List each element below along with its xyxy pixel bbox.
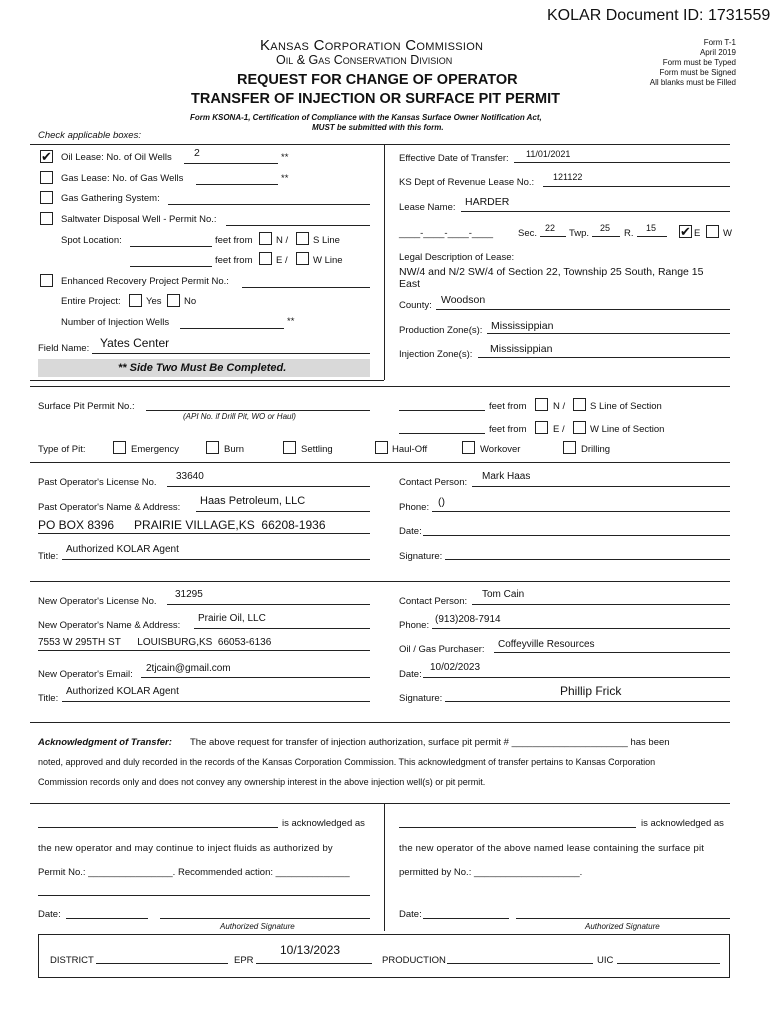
ack-left-name-line[interactable] [38, 827, 278, 828]
new-phone-label: Phone: [399, 620, 430, 631]
past-date-line[interactable] [423, 535, 730, 536]
section-divider [30, 803, 730, 804]
footer-epr-label: EPR [234, 955, 254, 966]
new-license-line [167, 604, 370, 605]
ack-right-name-line[interactable] [399, 827, 636, 828]
ack-text-1: The above request for transfer of injection authorization, surface pit permit # ______________________ has been [190, 737, 670, 748]
past-signature-line[interactable] [445, 559, 730, 560]
api-note: (API No. if Drill Pit, WO or Haul) [183, 412, 296, 421]
injection-zone-line [478, 357, 730, 358]
injection-wells-stars: ** [287, 316, 295, 327]
past-title-value[interactable]: Authorized KOLAR Agent [66, 544, 179, 555]
pit-n-checkbox[interactable] [535, 398, 548, 411]
ack-text-3: Commission records only and does not convey any ownership interest in the above injection well(s) or pit permit. [38, 777, 486, 787]
ack-left-date-label: Date: [38, 909, 61, 920]
footer-district-line[interactable] [96, 963, 228, 964]
past-license-label: Past Operator's License No. [38, 477, 157, 488]
new-name-label: New Operator's Name & Address: [38, 620, 181, 631]
spot-n-label: N / [276, 235, 289, 246]
ack-text-2: noted, approved and duly recorded in the records of the Kansas Corporation Commission. This acknowledgment of transfer pertains to Kansas Corporation [38, 757, 656, 767]
swd-checkbox[interactable] [40, 212, 53, 225]
new-signature-label: Signature: [399, 693, 443, 704]
pit-type-emergency-checkbox[interactable] [113, 441, 126, 454]
past-title-label: Title: [38, 551, 59, 562]
ack-right-new-operator: the new operator of the above named lease containing the surface pit [399, 843, 705, 854]
new-title-value[interactable]: Authorized KOLAR Agent [66, 686, 179, 697]
range-west-checkbox[interactable] [706, 225, 719, 238]
pit-type-workover-label: Workover [480, 444, 521, 455]
oil-lease-checkbox[interactable]: ✔ [41, 149, 52, 164]
legal-description-line-2[interactable]: East [399, 278, 421, 290]
oil-wells-stars: ** [281, 152, 289, 163]
new-title-label: Title: [38, 693, 59, 704]
entire-project-yes-checkbox[interactable] [129, 294, 142, 307]
pit-feet-from-label: feet from [489, 401, 527, 412]
ack-left-is-acknowledged: is acknowledged as [282, 818, 365, 829]
section-divider [30, 462, 730, 463]
ack-right-date-label: Date: [399, 909, 422, 920]
new-email-label: New Operator's Email: [38, 669, 133, 680]
spot-s-checkbox[interactable] [296, 232, 309, 245]
column-divider [384, 803, 385, 931]
pit-s-label: S Line of Section [590, 401, 662, 412]
section-divider [30, 722, 730, 723]
ack-left-new-operator: the new operator and may continue to inject fluids as authorized by [38, 843, 333, 854]
oil-wells-line [184, 163, 278, 164]
spot-w-label: W Line [313, 255, 343, 266]
ack-left-signature-line[interactable] [160, 918, 370, 919]
pit-feet-line-2[interactable] [399, 433, 485, 434]
injection-zone-label: Injection Zone(s): [399, 349, 473, 360]
effective-date-line [514, 162, 730, 163]
gas-lease-label: Gas Lease: No. of Gas Wells [61, 173, 184, 184]
spot-location-line-2[interactable] [130, 266, 212, 267]
pit-type-settling-label: Settling [301, 444, 333, 455]
pit-type-label: Type of Pit: [38, 444, 86, 455]
lease-name-line [461, 211, 730, 212]
past-contact-value[interactable]: Mark Haas [482, 471, 531, 482]
past-signature-label: Signature: [399, 551, 443, 562]
past-address-line [38, 533, 370, 534]
pit-w-checkbox[interactable] [573, 421, 586, 434]
range-label: R. [624, 228, 634, 239]
ack-left-date-line[interactable] [66, 918, 148, 919]
eor-checkbox[interactable] [40, 274, 53, 287]
section-value[interactable]: 22 [545, 223, 556, 233]
new-name-value[interactable]: Prairie Oil, LLC [198, 613, 266, 624]
pit-feet-from-label: feet from [489, 424, 527, 435]
surface-pit-permit-line[interactable] [146, 410, 370, 411]
section-divider [30, 581, 730, 582]
past-phone-value[interactable]: () [438, 496, 445, 508]
range-value[interactable]: 15 [646, 223, 657, 233]
form-title-2: TRANSFER OF INJECTION OR SURFACE PIT PERMIT [191, 91, 560, 107]
past-name-label: Past Operator's Name & Address: [38, 502, 181, 513]
injection-wells-label: Number of Injection Wells [61, 317, 170, 328]
township-label: Twp. [569, 228, 590, 239]
gas-gathering-line[interactable] [168, 204, 370, 205]
ack-right-signature-line[interactable] [516, 918, 730, 919]
production-zone-value[interactable]: Mississippian [491, 320, 554, 332]
side-two-note: ** Side Two Must Be Completed. [118, 362, 287, 374]
form-note-filled: All blanks must be Filled [649, 78, 736, 87]
section-divider [30, 386, 730, 387]
range-line [637, 236, 667, 237]
pit-type-hauloff-checkbox[interactable] [375, 441, 388, 454]
feet-from-label: feet from [215, 255, 253, 266]
past-contact-label: Contact Person: [399, 477, 468, 488]
township-line [592, 236, 620, 237]
lease-name-label: Lease Name: [399, 202, 456, 213]
lease-name-value[interactable]: HARDER [465, 196, 510, 208]
gas-lease-checkbox[interactable] [40, 171, 53, 184]
injection-wells-line[interactable] [180, 328, 284, 329]
effective-date-label: Effective Date of Transfer: [399, 153, 509, 164]
section-divider [30, 380, 384, 381]
pit-e-label: E / [553, 424, 565, 435]
surface-pit-permit-label: Surface Pit Permit No.: [38, 401, 135, 412]
new-license-label: New Operator's License No. [38, 596, 157, 607]
new-contact-value[interactable]: Tom Cain [482, 589, 525, 600]
county-value[interactable]: Woodson [441, 294, 486, 306]
county-label: County: [399, 300, 432, 311]
spot-location-label: Spot Location: [61, 235, 122, 246]
form-date: April 2019 [699, 48, 736, 57]
past-date-label: Date: [399, 526, 422, 537]
spot-e-label: E / [276, 255, 288, 266]
range-west-label: W [723, 228, 732, 239]
new-contact-label: Contact Person: [399, 596, 468, 607]
footer-production-line[interactable] [447, 963, 593, 964]
footer-production-label: PRODUCTION [382, 955, 446, 966]
past-license-line [167, 486, 370, 487]
section-label: Sec. [518, 228, 538, 239]
spot-s-label: S Line [313, 235, 340, 246]
oil-lease-label: Oil Lease: No. of Oil Wells [61, 152, 172, 163]
swd-permit-line[interactable] [226, 225, 370, 226]
pit-type-burn-checkbox[interactable] [206, 441, 219, 454]
pit-n-label: N / [553, 401, 566, 412]
new-contact-line [472, 604, 730, 605]
new-address-value[interactable]: 7553 W 295TH ST LOUISBURG,KS 66053-6136 [38, 637, 272, 648]
ksona-note-2: MUST be submitted with this form. [312, 123, 444, 132]
ack-permitted-by[interactable]: permitted by No.: ____________________. [399, 867, 583, 878]
column-divider [384, 144, 385, 380]
gas-gathering-label: Gas Gathering System: [61, 193, 160, 204]
spot-e-checkbox[interactable] [259, 252, 272, 265]
past-contact-line [472, 486, 730, 487]
past-phone-line [432, 511, 730, 512]
section-line [540, 236, 566, 237]
pit-e-checkbox[interactable] [535, 421, 548, 434]
pit-type-settling-checkbox[interactable] [283, 441, 296, 454]
field-name-label: Field Name: [38, 343, 90, 354]
agency-name: Kansas Corporation Commission [260, 37, 484, 54]
new-signature-line [445, 701, 730, 702]
pit-s-checkbox[interactable] [573, 398, 586, 411]
new-signature-value[interactable]: Phillip Frick [560, 684, 622, 698]
ack-label: Acknowledgment of Transfer: [38, 737, 172, 748]
entire-project-yes-label: Yes [146, 296, 162, 307]
effective-date-value[interactable]: 11/01/2021 [526, 149, 571, 159]
production-zone-label: Production Zone(s): [399, 325, 483, 336]
revenue-lease-line [543, 186, 730, 187]
form-title-1: REQUEST FOR CHANGE OF OPERATOR [237, 72, 518, 88]
production-zone-line [487, 333, 730, 334]
pit-feet-line-1[interactable] [399, 410, 485, 411]
swd-label: Saltwater Disposal Well - Permit No.: [61, 214, 217, 225]
oil-wells-value[interactable]: 2 [194, 147, 200, 159]
footer-uic-line[interactable] [617, 963, 720, 964]
field-name-value[interactable]: Yates Center [100, 336, 170, 350]
range-east-checkbox[interactable]: ✔ [680, 224, 691, 239]
footer-epr-date[interactable]: 10/13/2023 [280, 943, 341, 957]
pit-type-hauloff-label: Haul-Off [392, 444, 428, 455]
entire-project-no-label: No [184, 296, 197, 307]
spot-location-line-1[interactable] [130, 246, 212, 247]
section-divider [30, 144, 730, 145]
new-phone-line [432, 628, 730, 629]
new-email-value[interactable]: 2tjcain@gmail.com [146, 663, 231, 674]
check-boxes-label: Check applicable boxes: [38, 130, 141, 141]
form-number: Form T-1 [703, 38, 736, 47]
new-date-line [423, 677, 730, 678]
revenue-lease-label: KS Dept of Revenue Lease No.: [399, 177, 535, 188]
form-note-typed: Form must be Typed [662, 58, 736, 67]
ack-right-date-line[interactable] [423, 918, 509, 919]
eor-permit-line[interactable] [242, 287, 370, 288]
new-date-label: Date: [399, 669, 422, 680]
new-email-line [141, 677, 370, 678]
pit-type-emergency-label: Emergency [131, 444, 180, 455]
feet-from-label: feet from [215, 235, 253, 246]
township-value[interactable]: 25 [600, 223, 611, 233]
ksona-note-1: Form KSONA-1, Certification of Compliance with the Kansas Surface Owner Notification Act, [190, 113, 542, 122]
spot-n-checkbox[interactable] [259, 232, 272, 245]
ack-permit-no[interactable]: Permit No.: ________________. Recommended action: ______________ [38, 867, 350, 878]
field-name-line [92, 353, 370, 354]
document-id: KOLAR Document ID: 1731559 [547, 7, 770, 24]
injection-zone-value[interactable]: Mississippian [490, 343, 553, 355]
purchaser-label: Oil / Gas Purchaser: [399, 644, 485, 655]
past-license-value[interactable]: 33640 [176, 471, 204, 482]
pit-type-workover-checkbox[interactable] [462, 441, 475, 454]
new-name-line [194, 628, 370, 629]
footer-uic-label: UIC [597, 955, 614, 966]
legal-description-label: Legal Description of Lease: [399, 252, 515, 263]
past-address-value[interactable]: PO BOX 8396 PRAIRIE VILLAGE,KS 66208-1936 [38, 518, 326, 532]
ack-left-auth-signature: Authorized Signature [220, 922, 295, 931]
new-license-value[interactable]: 31295 [175, 589, 203, 600]
location-quarters[interactable]: ____-____-____-____ [399, 228, 494, 239]
eor-label: Enhanced Recovery Project Permit No.: [61, 276, 229, 287]
gas-wells-stars: ** [281, 173, 289, 184]
entire-project-no-checkbox[interactable] [167, 294, 180, 307]
spot-w-checkbox[interactable] [296, 252, 309, 265]
new-title-line [62, 701, 370, 702]
purchaser-value[interactable]: Coffeyville Resources [498, 639, 595, 650]
pit-type-drilling-label: Drilling [581, 444, 611, 455]
pit-type-drilling-checkbox[interactable] [563, 441, 576, 454]
new-phone-value[interactable]: (913)208-7914 [435, 614, 501, 625]
past-name-line [196, 511, 370, 512]
gas-gathering-checkbox[interactable] [40, 191, 53, 204]
new-date-value[interactable]: 10/02/2023 [430, 662, 481, 673]
pit-w-label: W Line of Section [590, 424, 665, 435]
ack-left-blank-line[interactable] [38, 895, 370, 896]
ack-right-auth-signature: Authorized Signature [585, 922, 660, 931]
ack-right-is-acknowledged: is acknowledged as [641, 818, 724, 829]
division-name: Oil & Gas Conservation Division [276, 53, 453, 67]
new-address-line [38, 650, 370, 651]
pit-type-burn-label: Burn [224, 444, 245, 455]
revenue-lease-value[interactable]: 121122 [553, 172, 583, 182]
range-east-label: E [694, 228, 701, 239]
past-title-line [62, 559, 370, 560]
form-note-signed: Form must be Signed [659, 68, 736, 77]
county-line [436, 309, 730, 310]
legal-description-line-1[interactable]: NW/4 and N/2 SW/4 of Section 22, Township 25 South, Range 15 [399, 266, 704, 278]
past-name-value[interactable]: Haas Petroleum, LLC [200, 495, 306, 507]
entire-project-label: Entire Project: [61, 296, 121, 307]
past-phone-label: Phone: [399, 502, 430, 513]
footer-district-label: DISTRICT [50, 955, 94, 966]
gas-wells-line[interactable] [196, 184, 278, 185]
purchaser-line [494, 652, 730, 653]
footer-epr-line [256, 963, 372, 964]
